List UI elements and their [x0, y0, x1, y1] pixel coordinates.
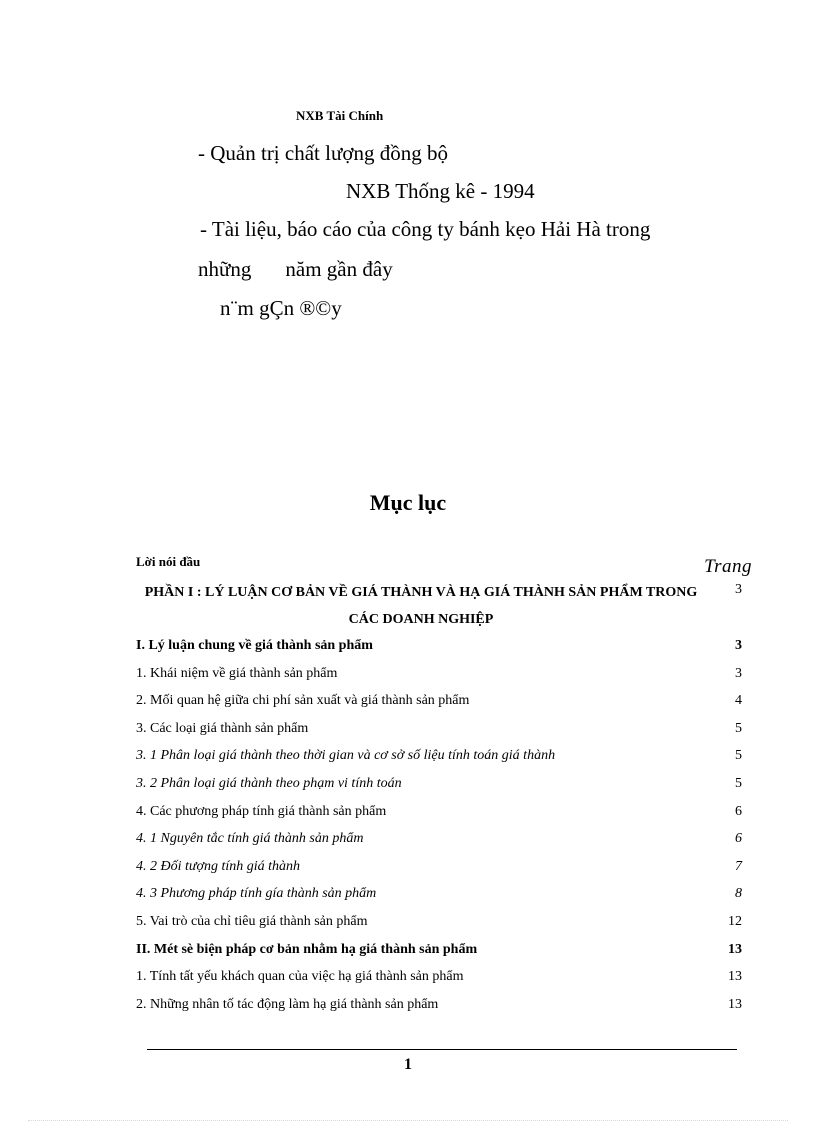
toc-entry-label: 1. Khái niệm về giá thành sản phẩm — [136, 665, 338, 681]
page-edge-divider — [28, 1120, 788, 1121]
reference-publisher-line: NXB Thống kê - 1994 — [346, 179, 535, 203]
toc-part-label: PHẦN I : LÝ LUẬN CƠ BẢN VỀ GIÁ THÀNH VÀ HẠ GIÁ THÀNH SẢN PHẨM TRONG CÁC DOANH NGHIỆP — [144, 585, 698, 627]
toc-row — [136, 965, 742, 993]
toc-page-number: 3 — [735, 638, 742, 653]
toc-row — [136, 910, 742, 938]
toc-row — [136, 662, 742, 690]
toc-entry-label: 3. Các loại giá thành sản phẩm — [136, 720, 309, 736]
page-number: 1 — [404, 1056, 412, 1073]
toc-page-number: 6 — [735, 803, 742, 819]
toc-row — [136, 882, 742, 910]
toc-part-row — [136, 578, 742, 634]
reference-words: năm gần đây — [285, 257, 393, 281]
toc-entry-label: 4. Các phương pháp tính giá thành sản phẩm — [136, 803, 387, 819]
toc-page-number: 5 — [735, 720, 742, 736]
toc-row — [136, 938, 742, 966]
toc-entry-label: Lời nói đầu — [136, 554, 201, 569]
toc-entry-label: II. Mét sè biện pháp cơ bản nhằm hạ giá thành sản phẩm — [136, 941, 478, 957]
toc-entry-label: I. Lý luận chung về giá thành sản phẩm — [136, 638, 373, 653]
reference-line: - Quản trị chất lượng đồng bộ — [198, 141, 448, 165]
reference-word: những — [198, 257, 252, 281]
toc-row — [136, 689, 742, 717]
toc-page-number: 13 — [728, 941, 742, 957]
table-of-contents — [136, 552, 752, 1020]
reference-line-continuation — [198, 257, 393, 282]
toc-entry-label: 1. Tính tất yếu khách quan của việc hạ giá thành sản phẩm — [136, 969, 464, 985]
toc-page-number: 7 — [735, 858, 742, 874]
toc-title: Mục lục — [369, 490, 447, 515]
reference-publisher: NXB Tài Chính — [296, 108, 384, 123]
toc-entry-label: 3. 2 Phân loại giá thành theo phạm vi tính toán — [136, 775, 402, 791]
toc-row — [136, 717, 742, 745]
toc-page-number: 6 — [735, 831, 742, 847]
toc-row — [136, 827, 742, 855]
garbled-text-line: n¨m gÇn ®©y — [220, 296, 342, 320]
toc-page-number: 13 — [728, 969, 742, 985]
toc-page-number: 13 — [728, 996, 742, 1012]
toc-entry-label: 2. Mối quan hệ giữa chi phí sản xuất và giá thành sản phẩm — [136, 693, 470, 709]
toc-row — [136, 744, 742, 772]
toc-page-number: 8 — [735, 886, 742, 902]
toc-page-number: 3 — [735, 582, 742, 597]
toc-page-number: 5 — [735, 748, 742, 764]
toc-row — [136, 800, 742, 828]
toc-entry-label: 4. 1 Nguyên tắc tính giá thành sản phẩm — [136, 831, 364, 847]
toc-entry-label: 2. Những nhân tố tác động làm hạ giá thành sản phẩm — [136, 996, 439, 1012]
toc-row — [136, 855, 742, 883]
toc-page-number: 4 — [735, 693, 742, 709]
toc-page-number: 5 — [735, 775, 742, 791]
toc-row — [136, 993, 742, 1021]
toc-page-number: 12 — [728, 913, 742, 929]
toc-entry-label: 3. 1 Phân loại giá thành theo thời gian và cơ sở số liệu tính toán giá thành — [136, 748, 556, 764]
toc-entry-label: 4. 3 Phương pháp tính gía thành sản phẩm — [136, 886, 377, 902]
toc-entry-label: 4. 2 Đối tượng tính giá thành — [136, 858, 301, 874]
toc-row — [136, 772, 742, 800]
toc-intro-row — [136, 552, 752, 578]
footer-divider — [147, 1049, 737, 1050]
toc-row — [136, 634, 742, 662]
toc-page-number: 3 — [735, 665, 742, 681]
toc-entry-label: 5. Vai trò của chỉ tiêu giá thành sản phẩm — [136, 913, 368, 929]
toc-page-header: Trang — [704, 556, 752, 577]
reference-line: - Tài liệu, báo cáo của công ty bánh kẹo Hải Hà trong — [200, 217, 651, 241]
